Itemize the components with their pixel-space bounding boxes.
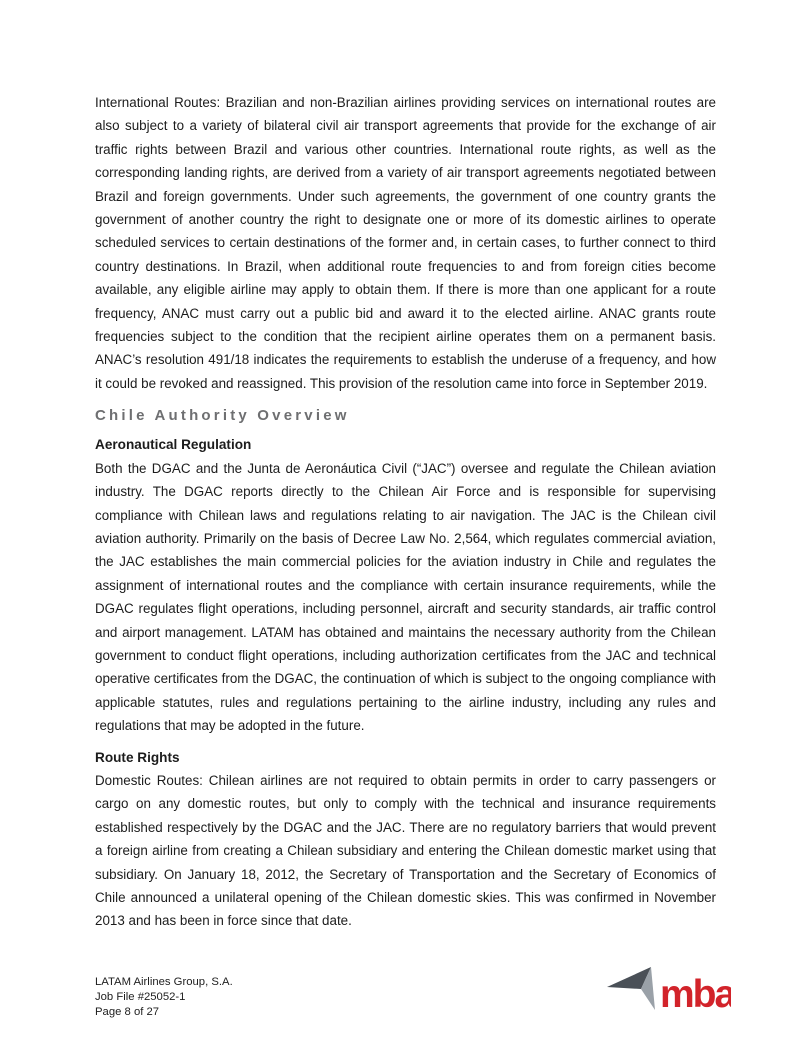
footer-company-name: LATAM Airlines Group, S.A.	[95, 976, 233, 988]
mba-logo	[606, 964, 731, 1016]
paragraph-domestic-routes: Domestic Routes: Chilean airlines are not required to obtain permits in order to carry passengers or cargo on any domestic routes, but only to comply with the technical and insurance requirements established respectively by the DGAC and the JAC. There are no regulatory barriers that would prevent a foreign airline from creating a Chilean subsidiary and entering the Chilean domestic market using that subsidiary. On January 18, 2012, the Secretary of Transportation and the Secretary of Economics of Chile announced a unilateral opening of the Chilean domestic skies. This was confirmed in November 2013 and has been in force since that date.	[95, 772, 716, 929]
page-body	[95, 91, 716, 933]
mba-logo-graphic	[606, 964, 731, 1016]
subheading-aeronautical-regulation: Aeronautical Regulation	[95, 437, 252, 453]
paragraph-international-routes: International Routes: Brazilian and non-Brazilian airlines providing services on international routes are also subject to a variety of bilateral civil air transport agreements that provide for the exchange of air traffic rights between Brazil and various other countries. International route rights, as well as the corresponding landing rights, are derived from a variety of air transport agreements negotiated between Brazil and foreign governments. Under such agreements, the government of one country grants the government of another country the right to designate one or more of its domestic airlines to operate scheduled services to certain destinations of the former and, in certain cases, to further connect to third country destinations. In Brazil, when additional route frequencies to and from foreign cities become available, any eligible airline may apply to obtain them. If there is more than one applicant for a route frequency, ANAC must carry out a public bid and award it to the elected airline. ANAC grants route frequencies subject to the condition that the recipient airline operates them on a permanent basis. ANAC’s resolution 491/18 indicates the requirements to establish the underuse of a frequency, and how it could be revoked and reassigned. This provision of the resolution came into force in September 2019.	[95, 95, 716, 391]
subheading-route-rights: Route Rights	[95, 749, 180, 765]
footer-info-block	[95, 975, 233, 1021]
paragraph-aeronautical-regulation: Both the DGAC and the Junta de Aeronáutica Civil (“JAC”) oversee and regulate the Chilean aviation industry. The DGAC reports directly to the Chilean Air Force and is responsible for supervising compliance with Chilean laws and regulations relating to air navigation. The JAC is the Chilean civil aviation authority. Primarily on the basis of Decree Law No. 2,564, which regulates commercial aviation, the JAC establishes the main commercial policies for the aviation industry in Chile and regulates the assignment of international routes and the compliance with certain insurance requirements, while the DGAC regulates flight operations, including personnel, aircraft and security standards, air traffic control and airport management. LATAM has obtained and maintains the necessary authority from the Chilean government to conduct flight operations, including authorization certificates from the JAC and technical operative certificates from the DGAC, the continuation of which is subject to the ongoing compliance with applicable statutes, rules and regulations pertaining to the airline industry, including any rules and regulations that may be adopted in the future.	[95, 460, 716, 734]
footer-job-file: Job File #25052-1	[95, 991, 186, 1004]
footer-page-number: Page 8 of 27	[95, 1006, 160, 1019]
logo-wordmark: mba	[660, 973, 731, 1016]
section-heading-chile-authority-overview: Chile Authority Overview	[95, 407, 350, 425]
